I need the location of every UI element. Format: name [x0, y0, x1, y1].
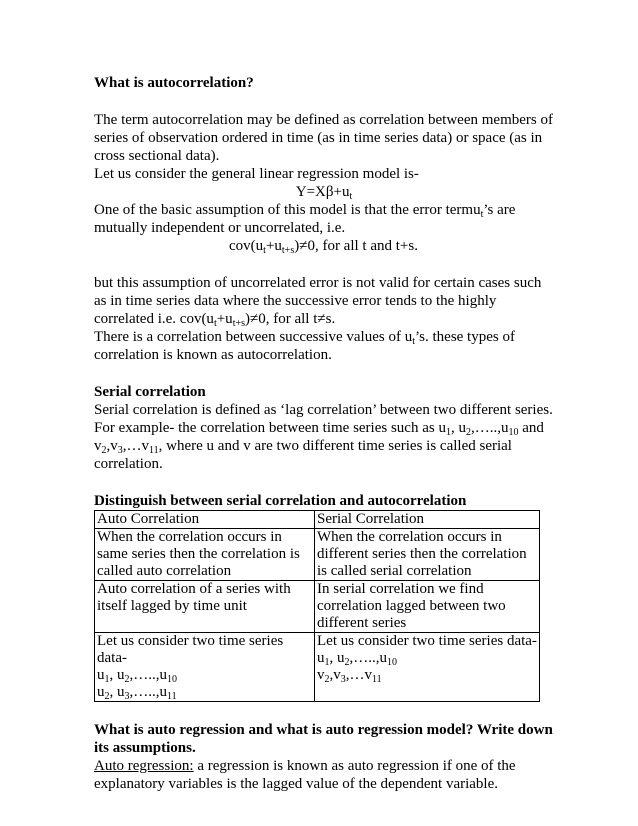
- series-left-2: $u_2$, $u_3,\dots..,u_{11}$: [97, 684, 177, 702]
- equation-model: $Y=X\beta+u_t$: [295, 184, 353, 202]
- table-cell: When the correlation occurs in same series then the correlation is called auto correlation: [95, 529, 315, 581]
- heading-distinguish: Distinguish between serial correlation and autocorrelation: [94, 493, 467, 509]
- heading-autocorrelation: What is autocorrelation?: [94, 75, 254, 91]
- table-cell: Auto correlation of a series with itself lagged by time unit: [95, 581, 315, 633]
- paragraph-auto-regression: Auto regression: a regression is known as auto regression if one of the explanatory variables is the lagged value of the dependent variable.: [94, 758, 516, 792]
- table-cell: In serial correlation we find correlation lagged between two different series: [315, 581, 540, 633]
- heading-serial-correlation: Serial correlation: [94, 384, 206, 400]
- paragraph-invalid-assumption: but this assumption of uncorrelated error is not valid for certain cases such as in time series data where the successive error tends to the highly correlated i.e. $cov(u_t+u_{t+s})\ne 0$, for all t≠s.: [94, 275, 542, 329]
- table-header-serial: Serial Correlation: [315, 511, 540, 529]
- document-page: [94, 74, 554, 793]
- paragraph-model-intro: Let us consider the general linear regression model is-: [94, 166, 419, 182]
- paragraph-definition: The term autocorrelation may be defined as correlation between members of series of observation ordered in time (as in time series data) or space (as in cross sectional data).: [94, 112, 553, 164]
- paragraph-successive-values: There is a correlation between successive values of $u_t’s$. these types of correlation is known as autocorrelation.: [94, 329, 515, 363]
- paragraph-serial-correlation: Serial correlation is defined as ‘lag correlation’ between two different series. For example- the correlation between time series such as $u_1$, $u_2,\dots..,u_{10}$ and $v_2,v_3,\dots v_{11}$, where u and v are two different time series is called serial correlation.: [94, 402, 553, 472]
- series-left-1: $u_1$, $u_2,\dots..,u_{10}$: [97, 667, 177, 685]
- series-right-1: $u_1$, $u_2,\dots..,u_{10}$: [317, 650, 397, 668]
- table-row: [95, 633, 540, 702]
- table-header-row: [95, 511, 540, 529]
- table-header-auto: Auto Correlation: [95, 511, 315, 529]
- table-cell: Let us consider two time series data- $u_1$, $u_2,\dots..,u_{10}$ $u_2$, $u_3,\dots..,u_{11}$: [95, 633, 315, 702]
- table-cell: When the correlation occurs in different series then the correlation is called serial correlation: [315, 529, 540, 581]
- paragraph-assumption: One of the basic assumption of this model is that the error termu$_t$’s are mutually independent or uncorrelated, i.e.: [94, 202, 516, 236]
- series-right-2: $v_2,v_3,\dots v_{11}$: [317, 667, 382, 685]
- table-cell: Let us consider two time series data- $u_1$, $u_2,\dots..,u_{10}$ $v_2,v_3,\dots v_{11}$: [315, 633, 540, 702]
- equation-covariance: $cov(u_t+u_{t+s})\ne 0$, for all t and t+s.: [229, 238, 418, 256]
- comparison-table: [94, 510, 540, 702]
- heading-auto-regression: What is auto regression and what is auto regression model? Write down its assumptions.: [94, 722, 553, 756]
- table-row: [95, 581, 540, 633]
- table-row: [95, 529, 540, 581]
